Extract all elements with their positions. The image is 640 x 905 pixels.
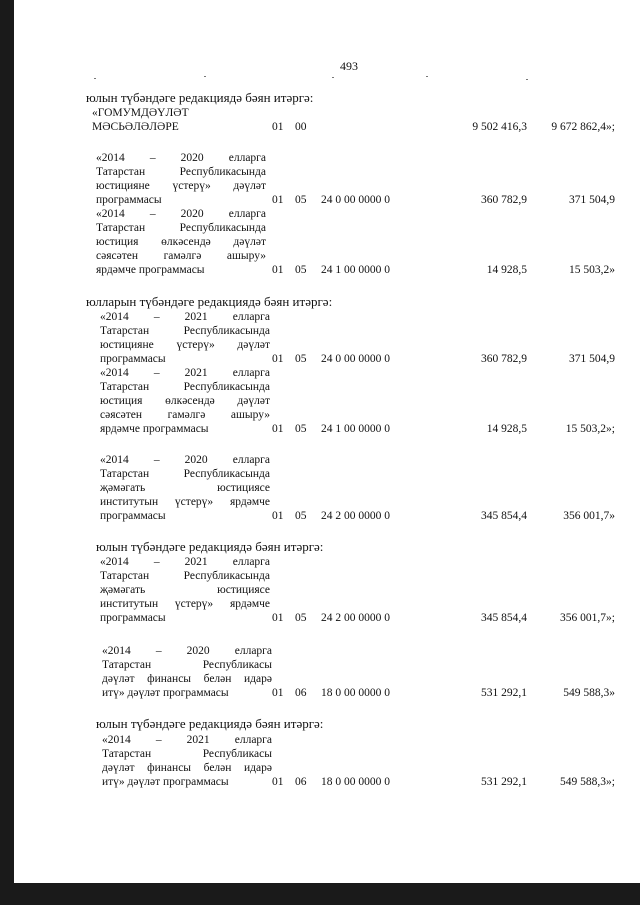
scan-edge-bottom (0, 883, 640, 905)
code-section: 01 (272, 121, 284, 133)
scan-speck (94, 78, 96, 79)
code-target: 24 2 00 0000 0 (321, 612, 390, 624)
code-subsection: 05 (295, 194, 307, 206)
block-intro: юлын түбәндәге редакциядә бәян итәргә: (96, 539, 324, 554)
value-year-1: 531 292,1 (481, 687, 527, 699)
value-year-1: 360 782,9 (481, 194, 527, 206)
scan-speck (426, 76, 428, 77)
value-year-2: 15 503,2»; (565, 423, 615, 435)
code-subsection: 05 (295, 612, 307, 624)
code-target: 24 1 00 0000 0 (321, 264, 390, 276)
page-number: 493 (340, 59, 358, 73)
value-year-2: 371 504,9 (569, 194, 615, 206)
value-year-1: 345 854,4 (481, 612, 527, 624)
code-section: 01 (272, 264, 284, 276)
code-target: 24 1 00 0000 0 (321, 423, 390, 435)
code-section: 01 (272, 194, 284, 206)
scan-speck (332, 77, 334, 78)
value-year-2: 356 001,7» (563, 510, 615, 522)
code-section: 01 (272, 423, 284, 435)
row-name: «ГОМУМДӘҮЛӘТ МӘСЬӘЛӘЛӘРЕ (92, 107, 189, 133)
code-section: 01 (272, 612, 284, 624)
code-section: 01 (272, 687, 284, 699)
value-year-2: 9 672 862,4»; (551, 121, 615, 133)
value-year-2: 356 001,7»; (560, 612, 615, 624)
row-name: «2014 – 2020 елларга Татарстан Республикасында юстицияне үстерү» дәүләт программасы (96, 152, 266, 206)
code-subsection: 05 (295, 510, 307, 522)
value-year-1: 360 782,9 (481, 353, 527, 365)
row-name: «2014 – 2020 елларга Татарстан Республикасы дәүләт финансы белән идарә итү» дәүләт программасы (102, 645, 272, 699)
code-target: 24 2 00 0000 0 (321, 510, 390, 522)
code-subsection: 06 (295, 687, 307, 699)
code-target: 24 0 00 0000 0 (321, 194, 390, 206)
code-subsection: 00 (295, 121, 307, 133)
code-subsection: 06 (295, 776, 307, 788)
scan-edge-left (0, 0, 14, 905)
value-year-2: 549 588,3» (563, 687, 615, 699)
value-year-1: 14 928,5 (486, 423, 527, 435)
row-name: «2014 – 2020 елларга Татарстан Республикасында юстиция өлкәсендә дәүләт сәясәтен гамәлгә ашыру» ярдәмче программасы (96, 208, 266, 276)
code-section: 01 (272, 776, 284, 788)
scan-speck (204, 76, 206, 77)
value-year-2: 549 588,3»; (560, 776, 615, 788)
row-name: «2014 – 2021 елларга Татарстан Республикасында җәмәгать юстициясе институтын үстерү» ярдәмче программасы (100, 556, 270, 624)
code-subsection: 05 (295, 264, 307, 276)
row-name: «2014 – 2021 елларга Татарстан Республикасында юстиция өлкәсендә дәүләт сәясәтен гамәлгә ашыру» ярдәмче программасы (100, 367, 270, 435)
value-year-2: 371 504,9 (569, 353, 615, 365)
scan-speck (526, 79, 528, 80)
value-year-1: 531 292,1 (481, 776, 527, 788)
value-year-1: 345 854,4 (481, 510, 527, 522)
code-target: 24 0 00 0000 0 (321, 353, 390, 365)
code-target: 18 0 00 0000 0 (321, 776, 390, 788)
code-subsection: 05 (295, 423, 307, 435)
code-subsection: 05 (295, 353, 307, 365)
row-name: «2014 – 2020 елларга Татарстан Республикасында җәмәгать юстициясе институтын үстерү» ярдәмче программасы (100, 454, 270, 522)
value-year-2: 15 503,2» (569, 264, 615, 276)
block-intro: юлын түбәндәге редакциядә бәян итәргә: (96, 716, 324, 731)
block-intro: юлларын түбәндәге редакциядә бәян итәргә: (86, 294, 333, 309)
document-page (14, 0, 640, 883)
code-section: 01 (272, 353, 284, 365)
value-year-1: 14 928,5 (486, 264, 527, 276)
code-target: 18 0 00 0000 0 (321, 687, 390, 699)
row-name: «2014 – 2021 елларга Татарстан Республикасында юстицияне үстерү» дәүләт программасы (100, 311, 270, 365)
value-year-1: 9 502 416,3 (472, 121, 527, 133)
code-section: 01 (272, 510, 284, 522)
row-name: «2014 – 2021 елларга Татарстан Республикасы дәүләт финансы белән идарә итү» дәүләт программасы (102, 734, 272, 788)
block-intro: юлын түбәндәге редакциядә бәян итәргә: (86, 90, 314, 105)
